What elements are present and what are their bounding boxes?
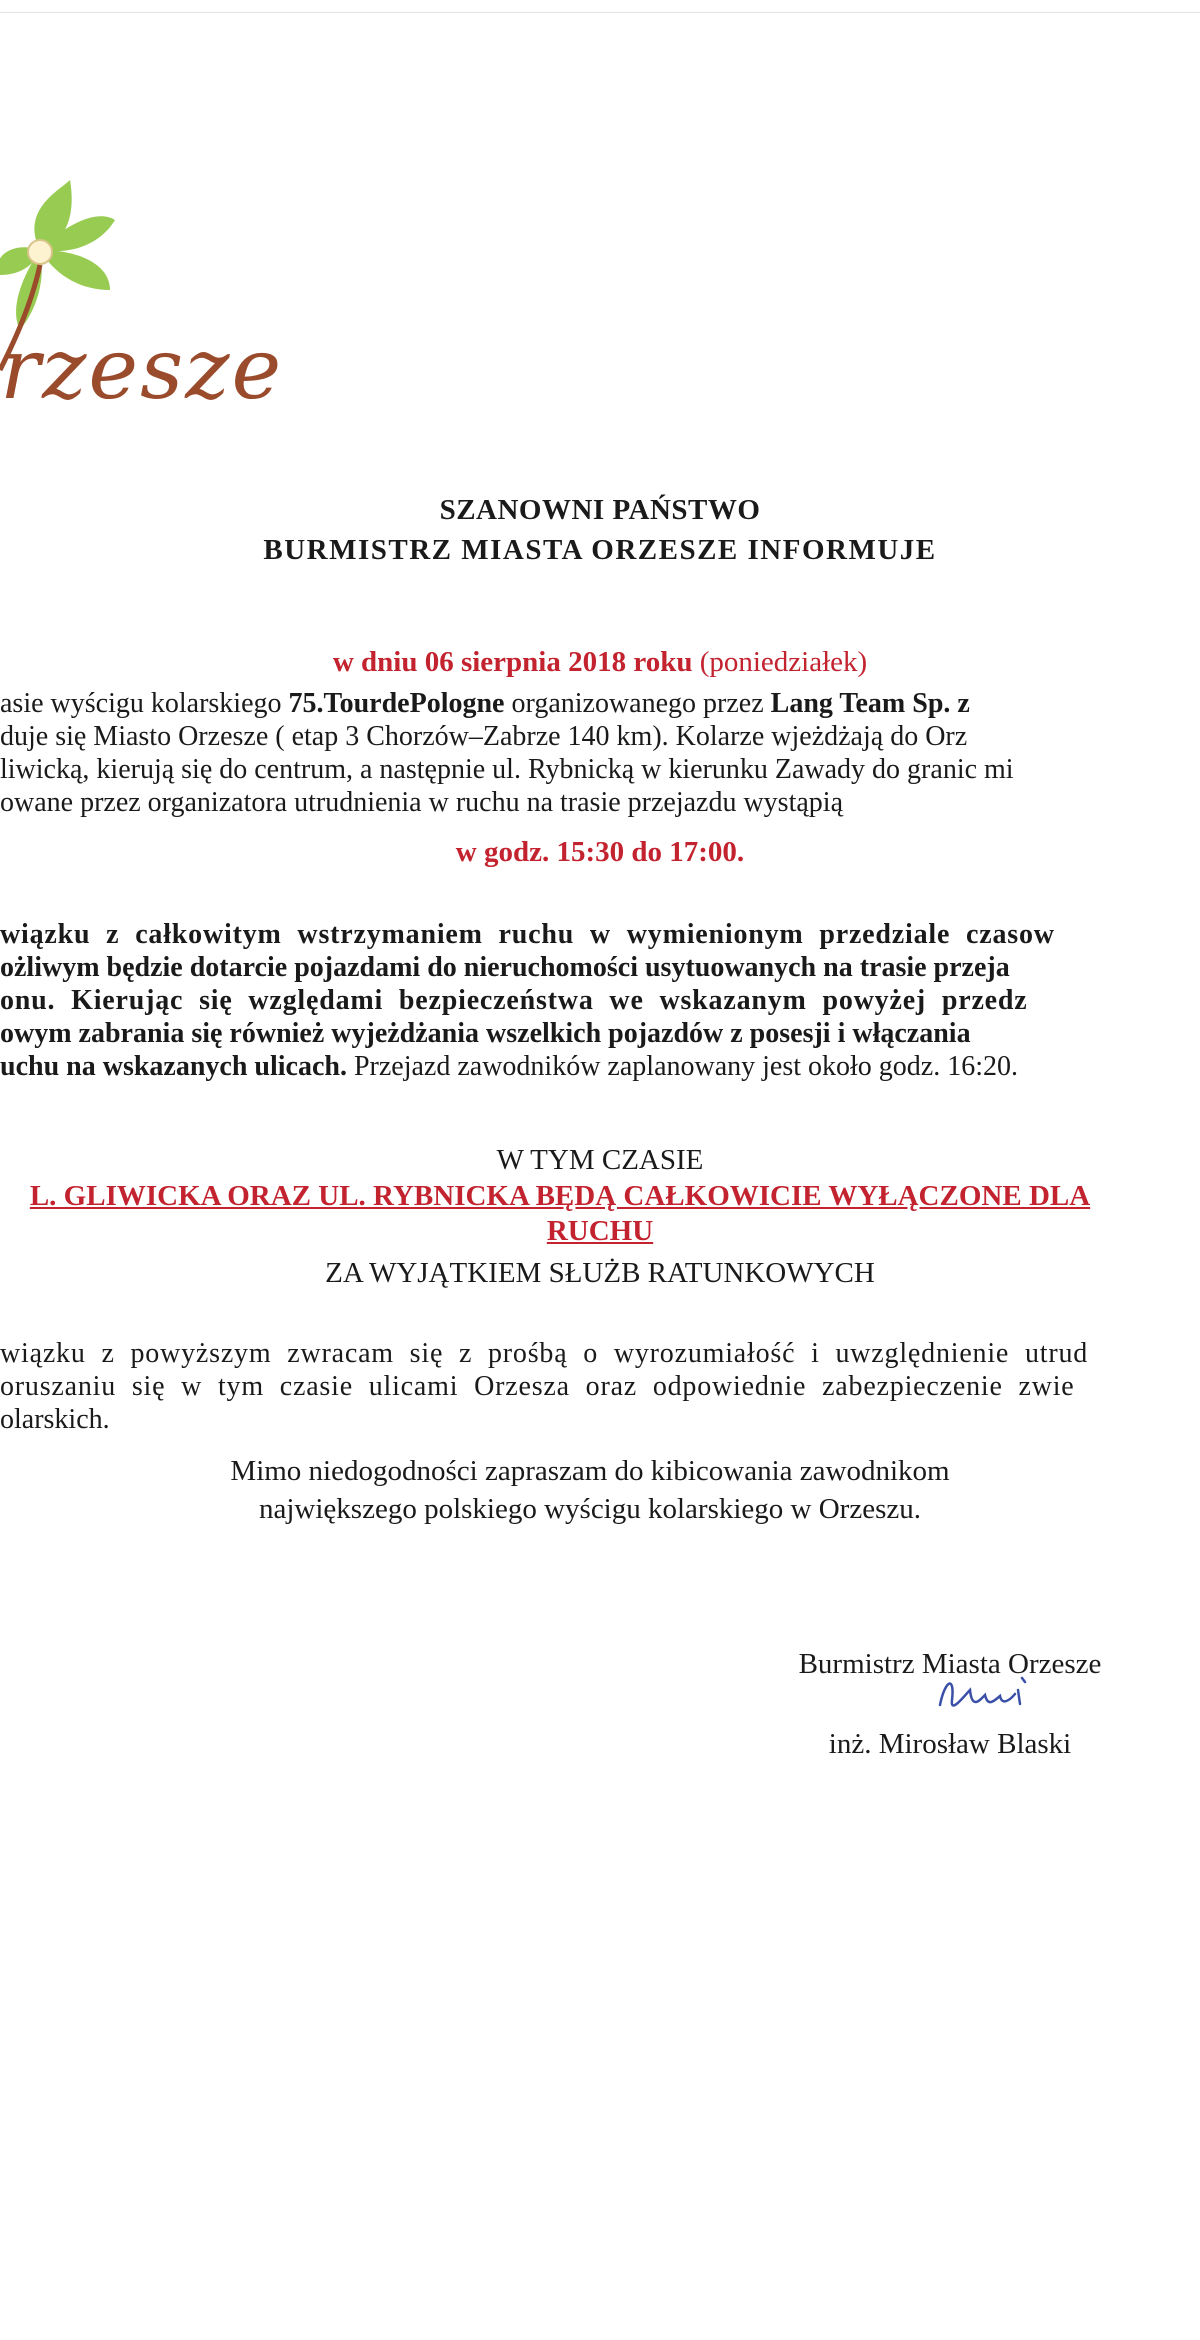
logo-wordmark: rzesze [0,320,284,418]
passing-time: Przejazd zawodników zaplanowany jest około godz. 16:20. [346,1051,1019,1082]
orzesze-logo [0,180,320,418]
paragraph-line [0,1050,1200,1083]
paragraph-line: oruszaniu się w tym czasie ulicami Orzesza oraz odpowiednie zabezpieczenie zwie [0,1371,1075,1402]
date-weekday: (poniedziałek) [692,646,868,678]
invitation-line: największego polskiego wyścigu kolarskiego w Orzeszu. [258,1493,921,1525]
time-range: w godz. 15:30 do 17:00. [455,836,745,868]
paragraph-line: duje się Miasto Orzesze ( etap 3 Chorzów–Zabrze 140 km). Kolarze wjeżdżają do Orz [0,721,968,752]
handwritten-signature [930,1660,1050,1730]
paragraph-line: onu. Kierując się względami bezpieczeństwa we wskazanym powyżej przedz [0,985,1028,1016]
paragraph-traffic-stop [0,918,1200,1083]
text-fragment: uchu na wskazanych ulicach. [0,1051,347,1082]
paragraph-request [0,1337,1200,1436]
signatory-name: inż. Mirosław Blaski [828,1728,1072,1760]
race-name: 75.TourdePologne [288,688,505,719]
organizer-name: Lang Team Sp. z [770,688,970,719]
date-line [0,646,1200,679]
page-title: SZANOWNI PAŃSTWO [439,494,761,526]
text-fragment: organizowanego przez [504,688,771,719]
invitation-line: Mimo niedogodności zapraszam do kibicowania zawodnikom [230,1455,950,1487]
date-bold: w dniu 06 sierpnia 2018 roku [332,646,693,678]
paragraph-line: wiązku z powyższym zwracam się z prośbą o wyrozumiałość i uwzględnienie utrud [0,1338,1089,1369]
page-top-border [0,12,1200,13]
signatory-title: Burmistrz Miasta Orzesze [798,1648,1102,1680]
paragraph-line: wiązku z całkowitym wstrzymaniem ruchu w wymienionym przedziale czasow [0,919,1055,950]
page-subtitle: BURMISTRZ MIASTA ORZESZE INFORMUJE [263,534,937,566]
exception-notice: ZA WYJĄTKIEM SŁUŻB RATUNKOWYCH [325,1257,875,1289]
notice-intro: W TYM CZASIE [496,1144,704,1176]
paragraph-line: owane przez organizatora utrudnienia w ruchu na trasie przejazdu wystąpią [0,787,843,818]
road-closure-notice-cont: RUCHU [546,1215,654,1247]
text-fragment: asie wyścigu kolarskiego [0,688,289,719]
paragraph-line: owym zabrania się również wyjeżdżania wszelkich pojazdów z posesji i włączania [0,1018,971,1049]
paragraph-line: ożliwym będzie dotarcie pojazdami do nieruchomości usytuowanych na trasie przeja [0,952,1010,983]
paragraph-line: liwicką, kierują się do centrum, a następnie ul. Rybnicką w kierunku Zawady do granic mi [0,754,1014,785]
paragraph-line [0,687,1200,720]
paragraph-race-info [0,687,1200,819]
paragraph-line: olarskich. [0,1404,110,1435]
road-closure-notice: L. GLIWICKA ORAZ UL. RYBNICKA BĘDĄ CAŁKOWICIE WYŁĄCZONE DLA [29,1180,1091,1212]
